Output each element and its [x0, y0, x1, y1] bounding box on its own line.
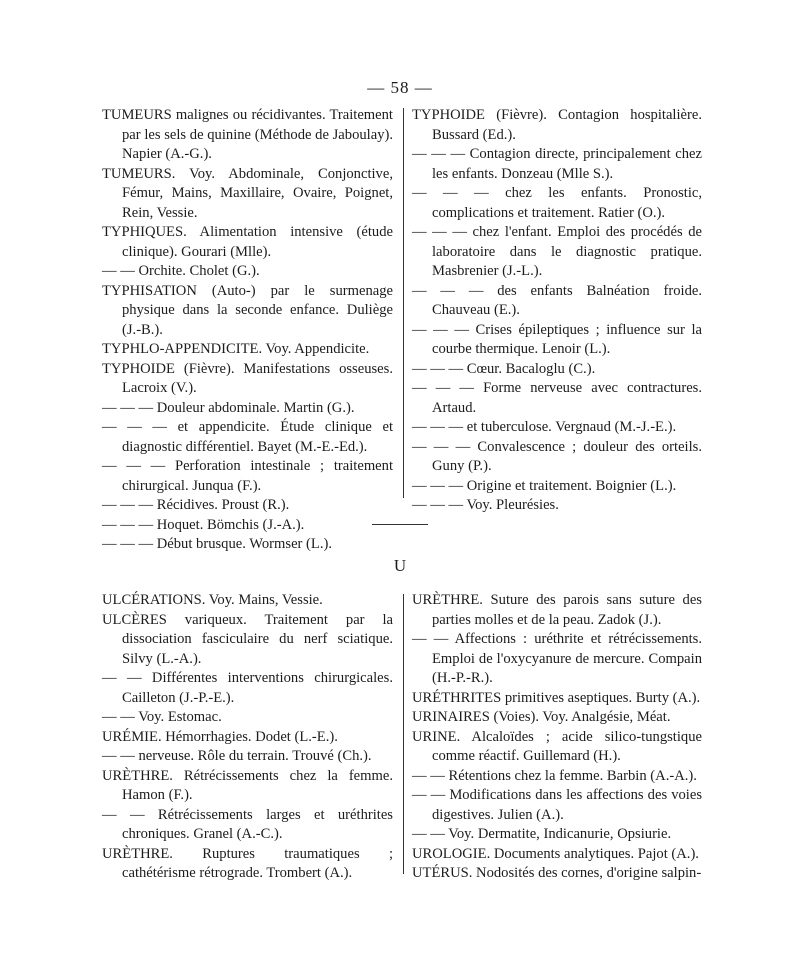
index-entry: URÉMIE. Hémorrhagies. Dodet (L.-E.).	[102, 728, 338, 745]
index-entry: — — Voy. Dermatite, Indicanurie, Opsiurie.	[412, 826, 672, 842]
index-entry: TUMEURS. Voy. Abdominale, Conjonctive, Fémur, Mains, Maxillaire, Ovaire, Poignet, Rein, Vessie.	[102, 165, 393, 221]
index-entry: ULCÈRES variqueux. Traitement par la dissociation fasciculaire du nerf sciatique. Silvy (L.-A.).	[102, 611, 393, 667]
index-entry: — — Modifications dans les affections des voies digestives. Julien (A.).	[412, 787, 702, 823]
index-entry: TYPHISATION (Auto-) par le surmenage physique dans la seconde enfance. Duliège (J.-B.).	[102, 282, 393, 338]
column-divider	[403, 594, 404, 874]
page-number: — 58 —	[367, 78, 433, 97]
index-entry: URÈTHRE. Suture des parois sans suture des parties molles et de la peau. Zadok (J.).	[412, 592, 702, 628]
index-column-bottom-left	[102, 591, 393, 884]
index-entry: — — — Convalescence ; douleur des orteils. Guny (P.).	[412, 438, 702, 474]
index-entry: — — — et appendicite. Étude clinique et diagnostic différentiel. Bayet (M.-E.-Ed.).	[102, 419, 393, 455]
index-column-top-right	[412, 106, 702, 516]
index-entry: — — Affections : uréthrite et rétrécissements. Emploi de l'oxycyanure de mercure. Compain (H.-P.-R.).	[412, 631, 702, 686]
index-entry: URÉTHRITES primitives aseptiques. Burty (A.).	[412, 689, 701, 706]
index-entry: TYPHOIDE (Fièvre). Contagion hospitalière. Bussard (Ed.).	[412, 107, 702, 143]
index-entry: — — — Hoquet. Bömchis (J.-A.).	[102, 516, 305, 533]
index-entry: TUMEURS malignes ou récidivantes. Traitement par les sels de quinine (Méthode de Jaboulay). Napier (A.-G.).	[102, 107, 393, 162]
index-entry: — — — Crises épileptiques ; influence sur la courbe thermique. Lenoir (L.).	[412, 321, 702, 357]
index-entry: — — — Voy. Pleurésies.	[412, 497, 559, 513]
section-letter: U	[393, 556, 407, 575]
index-entry: — — — chez l'enfant. Emploi des procédés de laboratoire dans le diagnostic pratique. Masbrenier (J.-L.).	[412, 224, 702, 279]
index-entry: TYPHLO-APPENDICITE. Voy. Appendicite.	[102, 341, 370, 357]
index-entry: — — — Douleur abdominale. Martin (G.).	[102, 399, 355, 416]
index-entry: — — — et tuberculose. Vergnaud (M.-J.-E.).	[412, 419, 677, 435]
index-entry: — — — Cœur. Bacaloglu (C.).	[412, 360, 596, 377]
index-entry: UROLOGIE. Documents analytiques. Pajot (A.).	[412, 845, 699, 862]
index-entry: — — — Récidives. Proust (R.).	[102, 497, 290, 513]
index-entry: — — — Début brusque. Wormser (L.).	[102, 536, 332, 552]
index-column-top-left	[102, 106, 393, 555]
index-entry: — — — des enfants Balnéation froide. Chauveau (E.).	[412, 282, 702, 318]
index-entry: — — — Perforation intestinale ; traitement chirurgical. Junqua (F.).	[102, 458, 393, 494]
index-entry: — — — Contagion directe, principalement chez les enfants. Donzeau (Mlle S.).	[412, 146, 702, 182]
index-entry: — — Orchite. Cholet (G.).	[102, 263, 260, 279]
index-entry: UTÉRUS. Nodosités des cornes, d'origine salpin-	[412, 865, 702, 881]
index-entry: URINE. Alcaloïdes ; acide silico-tungstique comme réactif. Guillemard (H.).	[412, 728, 702, 764]
index-entry: URÈTHRE. Ruptures traumatiques ; cathétérisme rétrograde. Trombert (A.).	[102, 845, 393, 881]
index-entry: URINAIRES (Voies). Voy. Analgésie, Méat.	[412, 709, 671, 725]
index-entry: — — Voy. Estomac.	[102, 709, 222, 725]
index-entry: — — — chez les enfants. Pronostic, complications et traitement. Ratier (O.).	[412, 185, 702, 221]
index-entry: TYPHOIDE (Fièvre). Manifestations osseuses. Lacroix (V.).	[102, 360, 393, 396]
index-entry: — — — Origine et traitement. Boignier (L.).	[412, 477, 677, 494]
index-entry: URÈTHRE. Rétrécissements chez la femme. Hamon (F.).	[102, 767, 393, 803]
index-column-bottom-right	[412, 591, 702, 884]
index-entry: ULCÉRATIONS. Voy. Mains, Vessie.	[102, 592, 323, 608]
index-entry: — — Rétrécissements larges et uréthrites chroniques. Granel (A.-C.).	[102, 806, 393, 842]
index-entry: — — Différentes interventions chirurgicales. Cailleton (J.-P.-E.).	[102, 670, 393, 706]
section-separator	[372, 524, 428, 525]
index-entry: TYPHIQUES. Alimentation intensive (étude clinique). Gourari (Mlle).	[102, 224, 393, 260]
index-entry: — — — Forme nerveuse avec contractures. Artaud.	[412, 380, 702, 416]
index-entry: — — Rétentions chez la femme. Barbin (A.-A.).	[412, 767, 697, 784]
index-entry: — — nerveuse. Rôle du terrain. Trouvé (Ch.).	[102, 748, 372, 764]
column-divider	[403, 108, 404, 498]
